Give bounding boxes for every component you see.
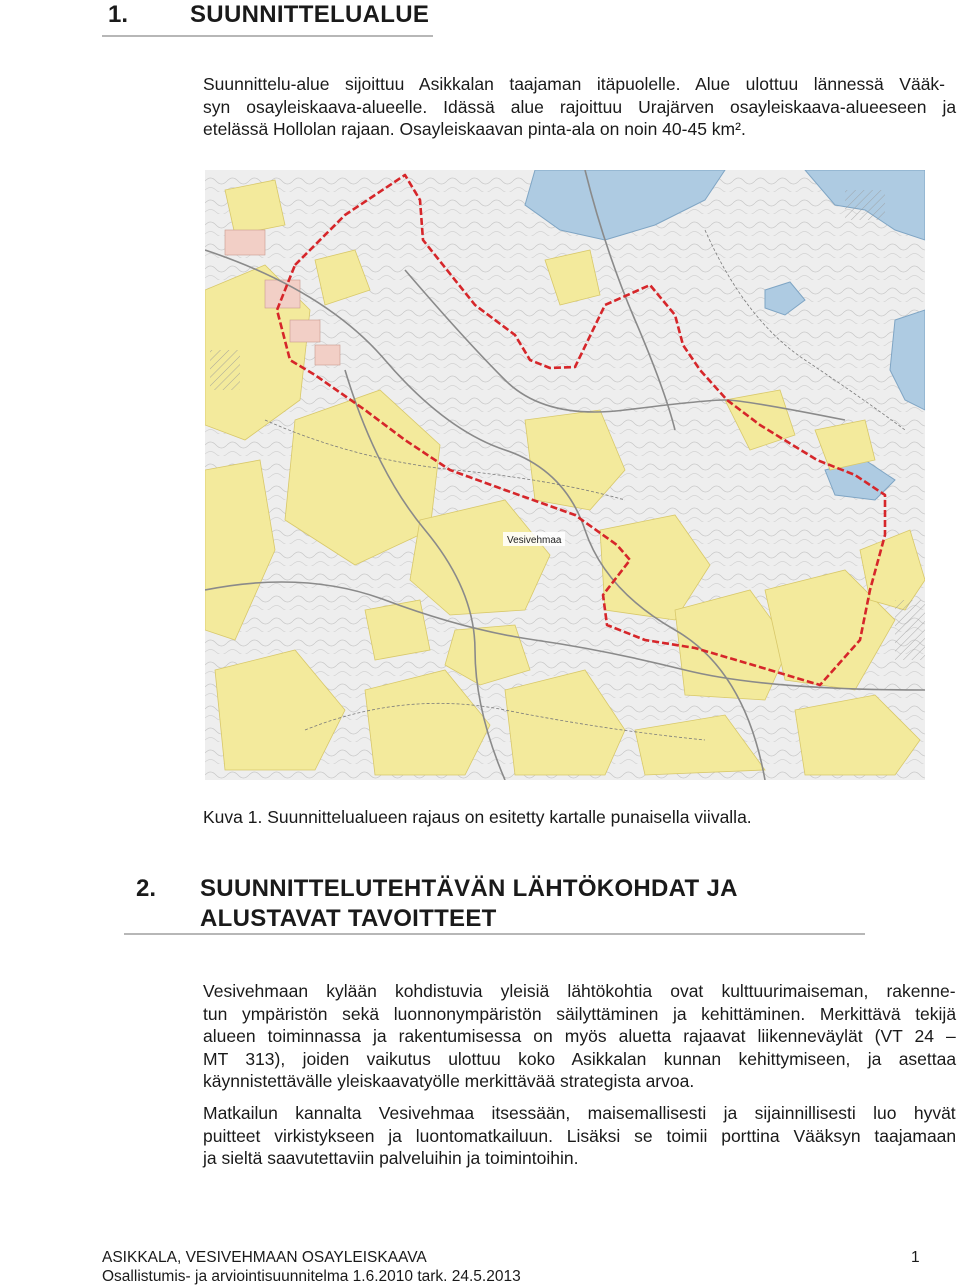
footer-subtitle: Osallistumis- ja arviointisuunnitelma 1.6.2010 tark. 24.5.2013 — [102, 1268, 521, 1285]
section-2-paragraph-2 — [203, 1102, 956, 1170]
footer-page-number: 1 — [911, 1249, 920, 1266]
footer-title: ASIKKALA, VESIVEHMAAN OSAYLEISKAAVA — [102, 1249, 427, 1266]
section-1-number: 1. — [108, 1, 129, 28]
paragraph-line: tun ympäristön sekä luonnonympäristön säilyttäminen ja kehittäminen. Merkittävä tekijä — [203, 1003, 957, 1024]
section-1-rule — [102, 35, 433, 37]
paragraph-line: puitteet virkistykseen ja luontomatkailuun. Lisäksi se toimii porttina Vääksyn taajamaan — [203, 1125, 957, 1146]
section-2-paragraph-1 — [203, 980, 956, 1093]
paragraph-line: syn osayleiskaava-alueelle. Idässä alue rajoittuu Urajärven osayleiskaava-alueeseen ja — [203, 96, 957, 117]
paragraph-line: etelässä Hollolan rajaan. Osayleiskaavan pinta-ala on noin 40-45 km². — [203, 119, 746, 139]
paragraph-line: Matkailun kannalta Vesivehmaa itsessään, maisemallisesti ja sijainnillisesti luo hyvät — [203, 1103, 956, 1123]
paragraph-line: Suunnittelu-alue sijoittuu Asikkalan taajaman itäpuolelle. Alue ulottuu lännessä Vääk- — [203, 74, 946, 94]
figure-caption: Kuva 1. Suunnittelualueen rajaus on esitetty kartalle punaisella viivalla. — [203, 807, 752, 827]
section-2-rule — [124, 933, 865, 935]
place-label: Vesivehmaa — [507, 535, 562, 546]
paragraph-line: MT 313), joiden vaikutus ulottuu koko Asikkalan kunnan kehittymiseen, ja asettaa — [203, 1048, 957, 1069]
paragraph-line: käynnistettävälle yleiskaavatyölle merkittävää strategista arvoa. — [203, 1071, 695, 1091]
paragraph-line: alueen toiminnassa ja rakentumisessa on myös aluetta rajaavat liikenneväylät (VT 24 – — [203, 1026, 956, 1046]
section-2-title-line-2: ALUSTAVAT TAVOITTEET — [200, 905, 497, 932]
paragraph-line: Vesivehmaan kylään kohdistuvia yleisiä lähtökohtia ovat kulttuurimaiseman, rakenne- — [203, 981, 956, 1001]
section-1-paragraph — [203, 73, 956, 141]
paragraph-line: ja sieltä saavutettaviin palveluihin ja toimintoihin. — [203, 1148, 579, 1168]
section-1-title: SUUNNITTELUALUE — [190, 1, 430, 28]
planning-area-map — [205, 170, 925, 780]
section-2-title-line-1: SUUNNITTELUTEHTÄVÄN LÄHTÖKOHDAT JA — [200, 875, 738, 902]
section-2-number: 2. — [136, 875, 157, 902]
